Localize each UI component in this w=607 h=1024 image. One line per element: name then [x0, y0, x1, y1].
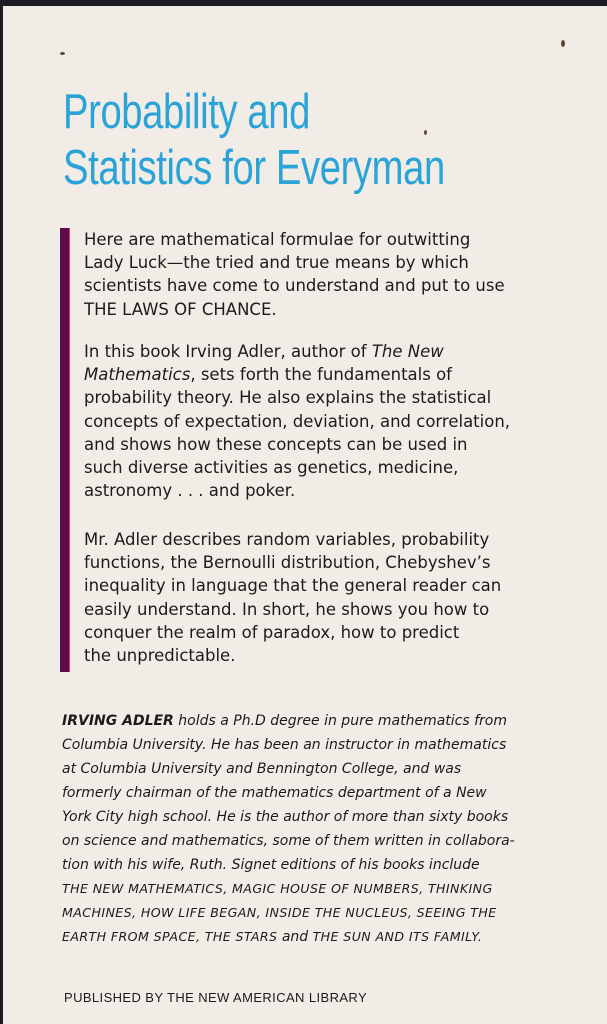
book-reference: The New: [371, 342, 444, 361]
text-line: [84, 340, 510, 363]
text-line: at Columbia University and Bennington College, and was: [62, 761, 462, 777]
title-line-1: Probability and: [63, 85, 310, 139]
blurb-paragraph-1: [84, 228, 505, 321]
text-line: inequality in language that the general reader can: [84, 576, 502, 596]
text-line: [62, 709, 515, 733]
book-title: [63, 84, 445, 196]
text-line: the unpredictable.: [84, 646, 236, 666]
text-line: on science and mathematics, some of them written in collabora-: [62, 833, 515, 849]
book-list-line: THE NEW MATHEMATICS, MAGIC HOUSE OF NUMBERS, THINKING: [62, 881, 493, 896]
text-line: formerly chairman of the mathematics department of a New: [62, 785, 487, 801]
blurb-paragraph-2: [84, 340, 510, 502]
text-line: astronomy . . . and poker.: [84, 481, 296, 501]
accent-bar: [60, 228, 69, 672]
text-run: , sets forth the fundamentals of: [190, 365, 452, 385]
text-line: scientists have come to understand and put to use: [84, 276, 505, 296]
book-list-line: [62, 925, 515, 949]
text-run: THE SUN AND ITS FAMILY.: [308, 929, 483, 944]
book-list-line: MACHINES, HOW LIFE BEGAN, INSIDE THE NUCLEUS, SEEING THE: [62, 905, 497, 920]
text-run: and: [281, 929, 309, 945]
text-run: holds a Ph.D degree in pure mathematics from: [173, 713, 508, 729]
text-line: functions, the Bernoulli distribution, Chebyshev’s: [84, 553, 491, 573]
text-line: concepts of expectation, deviation, and correlation,: [84, 411, 511, 431]
text-run: EARTH FROM SPACE, THE STARS: [62, 929, 282, 944]
text-line: Mr. Adler describes random variables, probability: [84, 530, 490, 549]
author-bio: [62, 709, 515, 949]
paper-speck: [60, 52, 65, 55]
text-line: [84, 363, 510, 386]
text-line: easily understand. In short, he shows you how to: [84, 599, 490, 619]
publisher-line: PUBLISHED BY THE NEW AMERICAN LIBRARY: [64, 990, 368, 1005]
blurb-paragraph-3: [84, 528, 501, 667]
paper-speck: [424, 130, 427, 135]
paper-speck: [561, 40, 565, 47]
text-line: Columbia University. He has been an instructor in mathematics: [62, 737, 507, 753]
book-reference: Mathematics: [84, 365, 191, 385]
author-name: IRVING ADLER: [62, 713, 174, 729]
text-line: York City high school. He is the author of more than sixty books: [62, 809, 509, 825]
text-line: and shows how these concepts can be used in: [84, 434, 468, 454]
text-line: conquer the realm of paradox, how to predict: [84, 622, 460, 642]
text-run: In this book Irving Adler, author of: [84, 342, 372, 361]
text-line: probability theory. He also explains the statistical: [84, 388, 492, 408]
text-line: Lady Luck—the tried and true means by which: [84, 253, 469, 273]
title-line-2: Statistics for Everyman: [63, 141, 445, 195]
text-line: such diverse activities as genetics, medicine,: [84, 458, 459, 478]
text-line: THE LAWS OF CHANCE.: [84, 299, 277, 319]
text-line: tion with his wife, Ruth. Signet editions of his books include: [62, 857, 480, 873]
text-line: Here are mathematical formulae for outwitting: [84, 230, 471, 249]
